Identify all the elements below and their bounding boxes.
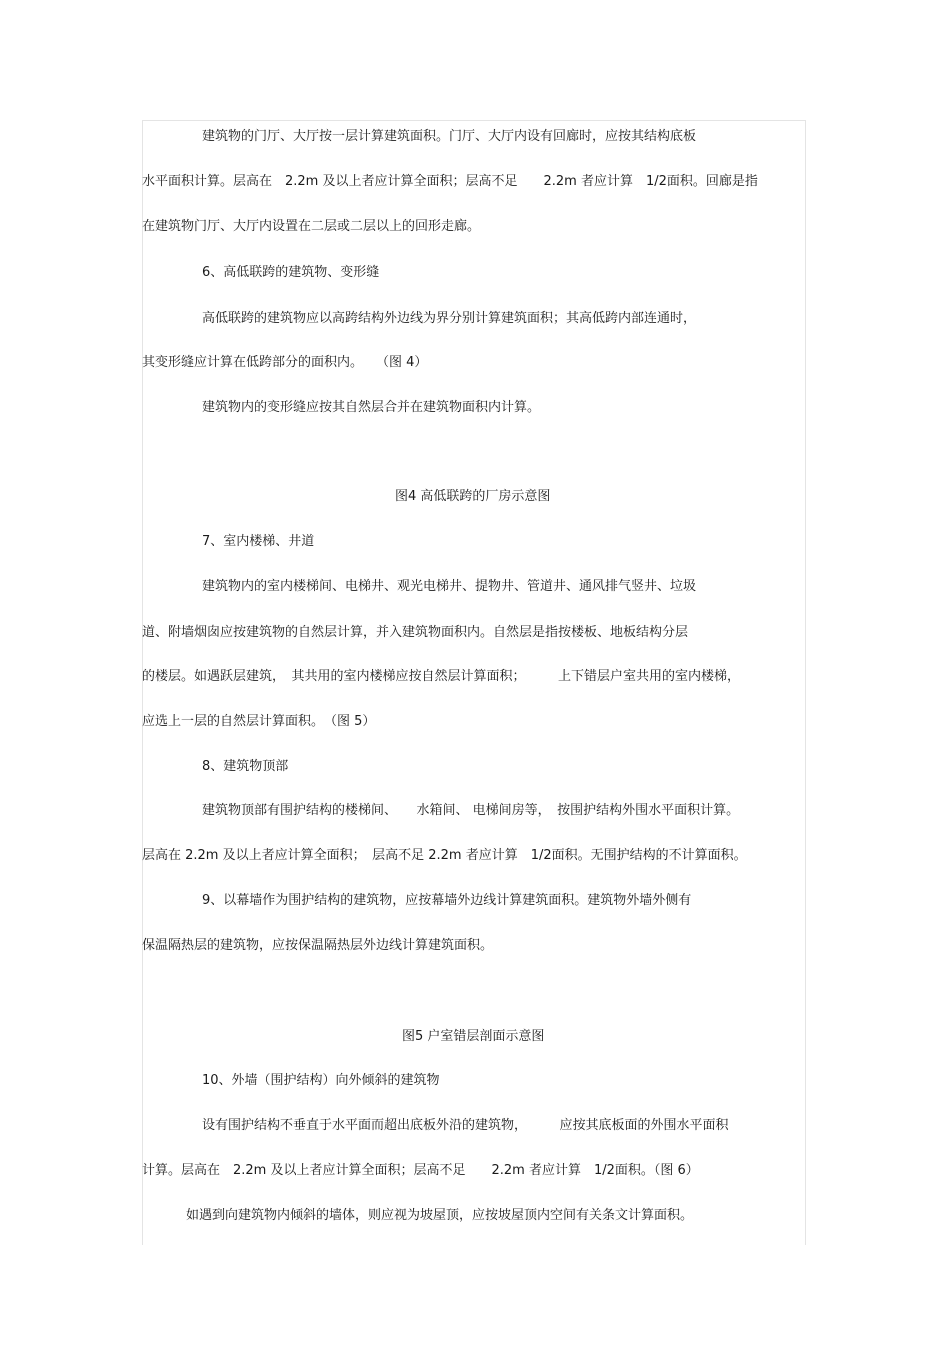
section-heading: 6、高低联跨的建筑物、变形缝 — [202, 265, 380, 280]
paragraph-line: 建筑物顶部有围护结构的楼梯间、 水箱间、 电梯间房等， 按围护结构外围水平面积计算。 — [202, 803, 740, 818]
paragraph-line: 的楼层。如遇跃层建筑， 其共用的室内楼梯应按自然层计算面积； 上下错层户室共用的室内楼梯， — [142, 669, 741, 684]
paragraph-line: 建筑物内的变形缝应按其自然层合并在建筑物面积内计算。 — [202, 400, 541, 415]
paragraph-line: 应选上一层的自然层计算面积。 （图 5） — [142, 714, 376, 729]
section-heading: 7、室内楼梯、井道 — [202, 534, 315, 549]
section-heading: 8、建筑物顶部 — [202, 759, 289, 774]
paragraph-line: 在建筑物门厅、大厅内设置在二层或二层以上的回形走廊。 — [142, 219, 481, 234]
paragraph-line: 如遇到向建筑物内倾斜的墙体，则应视为坡屋顶，应按坡屋顶内空间有关条文计算面积。 — [186, 1208, 694, 1223]
paragraph-line: 保温隔热层的建筑物，应按保温隔热层外边线计算建筑面积。 — [142, 938, 494, 953]
paragraph-line: 设有围护结构不垂直于水平面而超出底板外沿的建筑物， 应按其底板面的外围水平面积 — [202, 1118, 729, 1133]
paragraph-line: 建筑物的门厅、大厅按一层计算建筑面积。门厅、大厅内设有回廊时，应按其结构底板 — [202, 129, 697, 144]
paragraph-line: 高低联跨的建筑物应以高跨结构外边线为界分别计算建筑面积；其高低跨内部连通时， — [202, 311, 697, 326]
figure-caption: 图4 高低联跨的厂房示意图 — [395, 489, 551, 504]
section-heading: 10、外墙（围护结构）向外倾斜的建筑物 — [202, 1073, 440, 1088]
paragraph-line: 道、附墙烟囱应按建筑物的自然层计算，并入建筑物面积内。自然层是指按楼板、地板结构分层 — [142, 625, 689, 640]
paragraph-line: 层高在 2.2m 及以上者应计算全面积； 层高不足 2.2m 者应计算 1/2面积。无围护结构的不计算面积。 — [142, 848, 747, 863]
paragraph-line: 其变形缝应计算在低跨部分的面积内。 （图 4） — [142, 355, 428, 370]
paragraph-line: 建筑物内的室内楼梯间、电梯井、观光电梯井、提物井、管道井、通风排气竖井、垃圾 — [202, 579, 697, 594]
figure-caption: 图5 户室错层剖面示意图 — [402, 1029, 545, 1044]
paragraph-line: 水平面积计算。层高在 2.2m 及以上者应计算全面积；层高不足 2.2m 者应计算 1/2面积。回廊是指 — [142, 174, 758, 189]
paragraph-line: 计算。层高在 2.2m 及以上者应计算全面积；层高不足 2.2m 者应计算 1/2面积。（图 6） — [142, 1163, 699, 1178]
section-heading: 9、以幕墙作为围护结构的建筑物，应按幕墙外边线计算建筑面积。建筑物外墙外侧有 — [202, 893, 692, 908]
